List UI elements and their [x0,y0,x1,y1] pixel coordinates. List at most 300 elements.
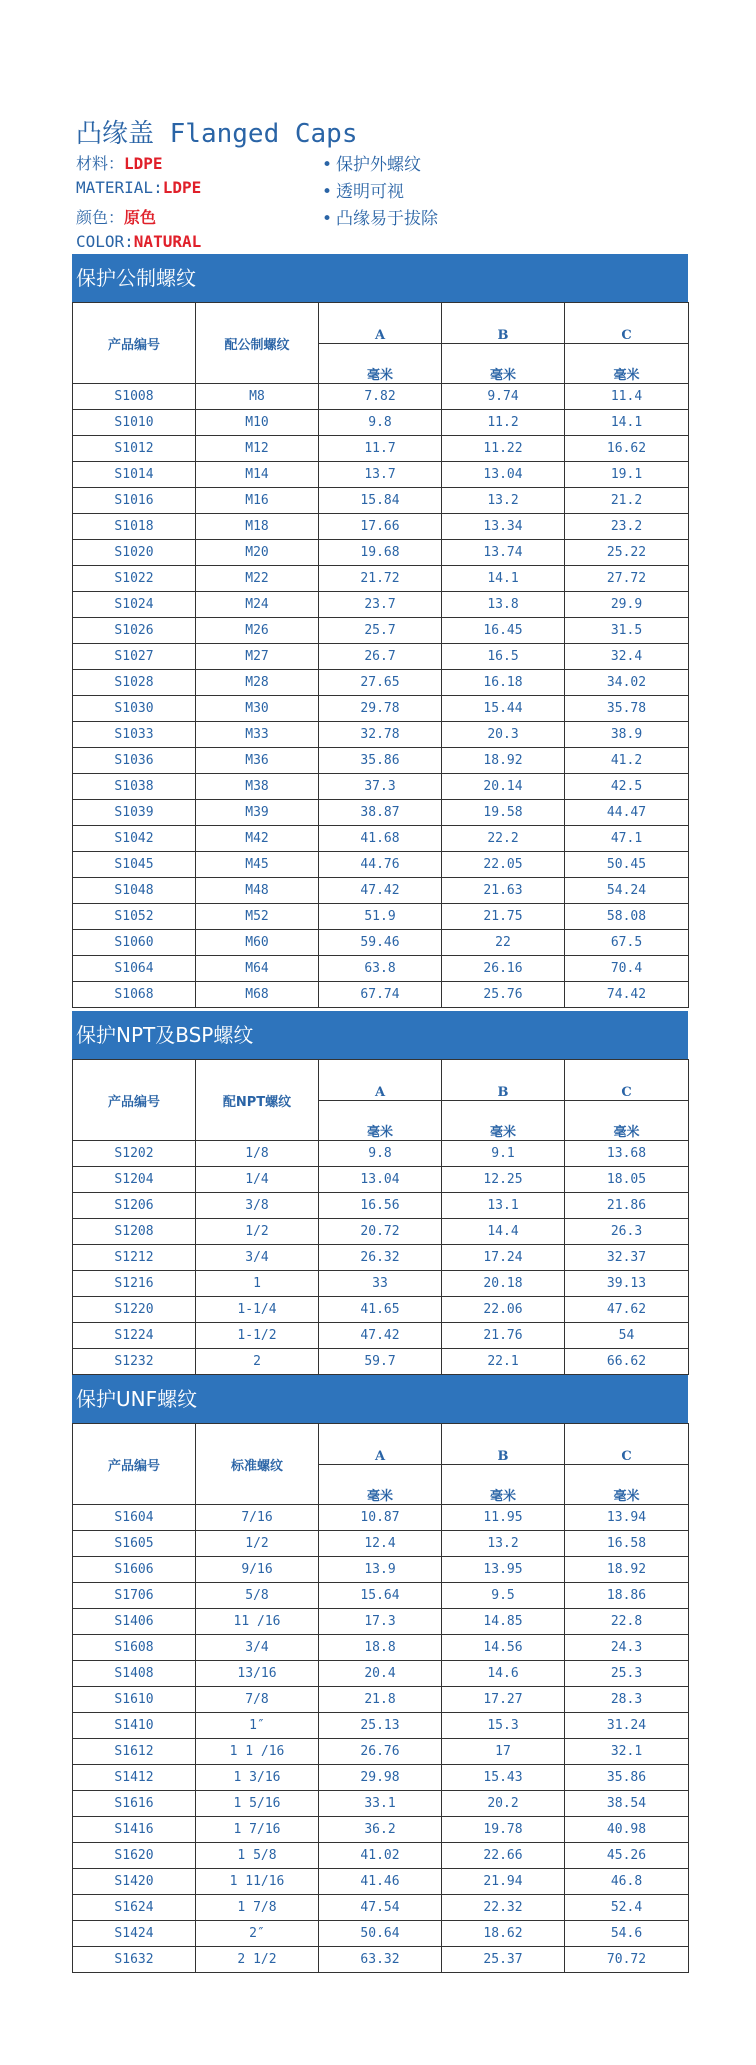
cell-code: S1616 [73,1791,196,1817]
cell-b: 13.1 [442,1193,565,1219]
feature-text: 凸缘易于拔除 [336,209,438,229]
feature-text: 保护外螺纹 [336,155,421,175]
cell-thread: M60 [196,930,319,956]
cell-b: 15.43 [442,1765,565,1791]
cell-code: S1027 [73,644,196,670]
cell-b: 15.3 [442,1713,565,1739]
cell-a: 59.7 [319,1349,442,1375]
table-row [73,1947,689,1973]
unit-label-b: 毫米 [442,344,565,384]
cell-code: S1033 [73,722,196,748]
cell-code: S1068 [73,982,196,1008]
cell-b: 19.58 [442,800,565,826]
feature-item [322,150,421,175]
cell-code: S1026 [73,618,196,644]
unit-label-b: 毫米 [442,1101,565,1141]
cell-b: 20.3 [442,722,565,748]
cell-c: 34.02 [565,670,689,696]
cell-b: 14.85 [442,1609,565,1635]
cell-a: 17.66 [319,514,442,540]
cell-b: 21.94 [442,1869,565,1895]
cell-a: 63.8 [319,956,442,982]
section-title-npt-bsp: 保护NPT及BSP螺纹 [72,1011,688,1059]
cell-b: 9.1 [442,1141,565,1167]
cell-thread: 1 7/8 [196,1895,319,1921]
cell-c: 35.86 [565,1765,689,1791]
cell-c: 24.3 [565,1635,689,1661]
cell-a: 26.32 [319,1245,442,1271]
cell-c: 54.6 [565,1921,689,1947]
cell-code: S1208 [73,1219,196,1245]
cell-code: S1224 [73,1323,196,1349]
cell-a: 20.72 [319,1219,442,1245]
table-row [73,956,689,982]
table-row [73,1869,689,1895]
cell-c: 47.62 [565,1297,689,1323]
cell-c: 40.98 [565,1817,689,1843]
col-header-c: C [565,1060,689,1101]
table-row [73,1687,689,1713]
cell-thread: M39 [196,800,319,826]
cell-a: 36.2 [319,1817,442,1843]
cell-code: S1028 [73,670,196,696]
table-row [73,774,689,800]
cell-b: 19.78 [442,1817,565,1843]
cell-a: 41.46 [319,1869,442,1895]
cell-c: 42.5 [565,774,689,800]
cell-b: 13.04 [442,462,565,488]
table-row [73,722,689,748]
cell-a: 13.7 [319,462,442,488]
table-row [73,1531,689,1557]
cell-c: 18.05 [565,1167,689,1193]
material-en-line [76,178,201,197]
cell-a: 47.42 [319,878,442,904]
cell-a: 21.72 [319,566,442,592]
cell-c: 46.8 [565,1869,689,1895]
cell-thread: M68 [196,982,319,1008]
table-row [73,826,689,852]
cell-a: 29.98 [319,1765,442,1791]
cell-c: 70.72 [565,1947,689,1973]
bullet-icon: • [322,182,333,202]
cell-a: 23.7 [319,592,442,618]
cell-code: S1406 [73,1609,196,1635]
cell-a: 20.4 [319,1661,442,1687]
cell-c: 16.62 [565,436,689,462]
cell-code: S1220 [73,1297,196,1323]
cell-c: 22.8 [565,1609,689,1635]
table-row [73,1349,689,1375]
material-en-value: LDPE [162,178,202,197]
cell-a: 13.04 [319,1167,442,1193]
feature-text: 透明可视 [336,182,404,202]
table-row [73,904,689,930]
cell-thread: 1/8 [196,1141,319,1167]
cell-code: S1424 [73,1921,196,1947]
cell-b: 13.95 [442,1557,565,1583]
col-header-thread: 标准螺纹 [196,1424,319,1505]
cell-c: 19.1 [565,462,689,488]
cell-code: S1610 [73,1687,196,1713]
cell-b: 9.74 [442,384,565,410]
cell-thread: M12 [196,436,319,462]
cell-a: 67.74 [319,982,442,1008]
cell-c: 11.4 [565,384,689,410]
cell-thread: 1 5/8 [196,1843,319,1869]
material-cn-line [76,151,163,174]
cell-c: 39.13 [565,1271,689,1297]
unit-label-a: 毫米 [319,1465,442,1505]
col-header-a: A [319,1424,442,1465]
cell-code: S1420 [73,1869,196,1895]
table-row [73,1297,689,1323]
page-title: 凸缘盖 Flanged Caps [76,119,358,149]
cell-thread: M20 [196,540,319,566]
cell-thread: 1-1/4 [196,1297,319,1323]
cell-a: 15.84 [319,488,442,514]
cell-code: S1624 [73,1895,196,1921]
cell-c: 38.54 [565,1791,689,1817]
table-row [73,540,689,566]
cell-thread: M14 [196,462,319,488]
cell-b: 9.5 [442,1583,565,1609]
cell-b: 16.5 [442,644,565,670]
cell-b: 20.2 [442,1791,565,1817]
cell-b: 14.1 [442,566,565,592]
cell-code: S1024 [73,592,196,618]
cell-a: 9.8 [319,1141,442,1167]
table-row [73,982,689,1008]
cell-b: 11.22 [442,436,565,462]
table-row [73,878,689,904]
cell-code: S1039 [73,800,196,826]
cell-code: S1036 [73,748,196,774]
cell-c: 52.4 [565,1895,689,1921]
cell-code: S1706 [73,1583,196,1609]
cell-b: 18.62 [442,1921,565,1947]
cell-code: S1012 [73,436,196,462]
cell-b: 22.2 [442,826,565,852]
col-header-a: A [319,303,442,344]
cell-thread: M24 [196,592,319,618]
cell-thread: M38 [196,774,319,800]
cell-thread: M30 [196,696,319,722]
cell-thread: M45 [196,852,319,878]
cell-code: S1216 [73,1271,196,1297]
cell-thread: M36 [196,748,319,774]
col-header-b: B [442,1424,565,1465]
cell-b: 13.2 [442,488,565,514]
cell-b: 12.25 [442,1167,565,1193]
cell-a: 38.87 [319,800,442,826]
cell-a: 37.3 [319,774,442,800]
cell-a: 25.7 [319,618,442,644]
cell-a: 7.82 [319,384,442,410]
cell-a: 41.65 [319,1297,442,1323]
cell-a: 11.7 [319,436,442,462]
table-row [73,1895,689,1921]
table-row [73,436,689,462]
table-row [73,1323,689,1349]
cell-c: 25.3 [565,1661,689,1687]
cell-b: 22.05 [442,852,565,878]
cell-a: 44.76 [319,852,442,878]
table-row [73,1765,689,1791]
cell-a: 29.78 [319,696,442,722]
table-row [73,488,689,514]
cell-c: 31.24 [565,1713,689,1739]
cell-a: 47.54 [319,1895,442,1921]
cell-code: S1010 [73,410,196,436]
cell-thread: 2″ [196,1921,319,1947]
cell-thread: M10 [196,410,319,436]
cell-a: 33 [319,1271,442,1297]
table-row [73,1635,689,1661]
cell-b: 25.76 [442,982,565,1008]
table-row [73,1219,689,1245]
cell-thread: M42 [196,826,319,852]
cell-code: S1052 [73,904,196,930]
cell-c: 44.47 [565,800,689,826]
table-row [73,1739,689,1765]
table-row [73,748,689,774]
col-header-thread: 配公制螺纹 [196,303,319,384]
material-en-label: MATERIAL: [76,178,163,197]
cell-code: S1060 [73,930,196,956]
cell-code: S1232 [73,1349,196,1375]
cell-b: 16.45 [442,618,565,644]
table-row [73,644,689,670]
table-row [73,462,689,488]
cell-thread: 9/16 [196,1557,319,1583]
cell-b: 22 [442,930,565,956]
cell-b: 13.8 [442,592,565,618]
cell-b: 22.66 [442,1843,565,1869]
cell-thread: 1 7/16 [196,1817,319,1843]
cell-code: S1064 [73,956,196,982]
cell-b: 26.16 [442,956,565,982]
cell-b: 21.76 [442,1323,565,1349]
cell-code: S1604 [73,1505,196,1531]
cell-thread: 1 11/16 [196,1869,319,1895]
npt-bsp-thread-table [72,1059,689,1375]
cell-b: 14.6 [442,1661,565,1687]
cell-thread: 1/2 [196,1531,319,1557]
cell-code: S1030 [73,696,196,722]
metric-thread-table [72,302,689,1008]
cell-c: 54 [565,1323,689,1349]
cell-thread: M52 [196,904,319,930]
table-row [73,1791,689,1817]
cell-c: 25.22 [565,540,689,566]
color-cn-value: 原色 [124,208,157,227]
section-title-metric: 保护公制螺纹 [72,254,688,302]
cell-c: 66.62 [565,1349,689,1375]
cell-c: 47.1 [565,826,689,852]
bullet-icon: • [322,155,333,175]
cell-c: 74.42 [565,982,689,1008]
unit-label-c: 毫米 [565,344,689,384]
cell-a: 35.86 [319,748,442,774]
cell-c: 31.5 [565,618,689,644]
cell-code: S1204 [73,1167,196,1193]
cell-c: 16.58 [565,1531,689,1557]
table-row [73,1557,689,1583]
cell-c: 13.68 [565,1141,689,1167]
cell-a: 10.87 [319,1505,442,1531]
cell-b: 14.4 [442,1219,565,1245]
table-row [73,800,689,826]
cell-c: 21.86 [565,1193,689,1219]
cell-code: S1212 [73,1245,196,1271]
cell-c: 29.9 [565,592,689,618]
table-row [73,670,689,696]
unit-label-c: 毫米 [565,1465,689,1505]
cell-c: 32.37 [565,1245,689,1271]
cell-a: 19.68 [319,540,442,566]
cell-a: 32.78 [319,722,442,748]
table-row [73,1713,689,1739]
cell-b: 21.75 [442,904,565,930]
cell-c: 70.4 [565,956,689,982]
cell-thread: M18 [196,514,319,540]
cell-thread: 1/2 [196,1219,319,1245]
material-cn-value: LDPE [124,154,163,173]
cell-a: 12.4 [319,1531,442,1557]
cell-code: S1202 [73,1141,196,1167]
cell-thread: 11 /16 [196,1609,319,1635]
cell-thread: 2 [196,1349,319,1375]
cell-thread: 13/16 [196,1661,319,1687]
cell-a: 16.56 [319,1193,442,1219]
cell-b: 13.2 [442,1531,565,1557]
cell-code: S1008 [73,384,196,410]
color-cn-label: 颜色： [76,208,125,227]
cell-b: 11.2 [442,410,565,436]
bullet-icon: • [322,209,333,229]
cell-b: 17 [442,1739,565,1765]
cell-a: 51.9 [319,904,442,930]
color-en-line [76,232,201,251]
cell-thread: 3/4 [196,1245,319,1271]
cell-b: 17.27 [442,1687,565,1713]
cell-a: 63.32 [319,1947,442,1973]
cell-thread: M64 [196,956,319,982]
cell-a: 59.46 [319,930,442,956]
color-en-value: NATURAL [133,232,202,251]
col-header-a: A [319,1060,442,1101]
cell-code: S1608 [73,1635,196,1661]
cell-c: 38.9 [565,722,689,748]
cell-a: 26.76 [319,1739,442,1765]
cell-thread: M8 [196,384,319,410]
cell-thread: 7/16 [196,1505,319,1531]
table-row [73,566,689,592]
cell-thread: 2 1/2 [196,1947,319,1973]
color-en-label: COLOR: [76,232,134,251]
unit-label-a: 毫米 [319,344,442,384]
cell-thread: 3/8 [196,1193,319,1219]
feature-item [322,177,404,202]
cell-thread: M27 [196,644,319,670]
cell-code: S1020 [73,540,196,566]
table-row [73,1271,689,1297]
cell-code: S1206 [73,1193,196,1219]
cell-a: 18.8 [319,1635,442,1661]
cell-b: 22.06 [442,1297,565,1323]
cell-code: S1412 [73,1765,196,1791]
cell-code: S1416 [73,1817,196,1843]
cell-thread: 1 3/16 [196,1765,319,1791]
unit-label-b: 毫米 [442,1465,565,1505]
cell-b: 21.63 [442,878,565,904]
table-row [73,1843,689,1869]
col-header-b: B [442,303,565,344]
cell-code: S1016 [73,488,196,514]
cell-b: 20.14 [442,774,565,800]
col-header-code: 产品编号 [73,303,196,384]
cell-code: S1606 [73,1557,196,1583]
cell-c: 18.86 [565,1583,689,1609]
table-row [73,1817,689,1843]
cell-b: 18.92 [442,748,565,774]
table-row [73,410,689,436]
unit-label-a: 毫米 [319,1101,442,1141]
cell-c: 14.1 [565,410,689,436]
cell-c: 18.92 [565,1557,689,1583]
col-header-b: B [442,1060,565,1101]
cell-a: 41.68 [319,826,442,852]
cell-a: 9.8 [319,410,442,436]
cell-code: S1042 [73,826,196,852]
cell-code: S1632 [73,1947,196,1973]
cell-thread: M48 [196,878,319,904]
table-row [73,1141,689,1167]
cell-code: S1038 [73,774,196,800]
table-row [73,930,689,956]
table-row [73,1505,689,1531]
table-row [73,1193,689,1219]
cell-thread: 1 5/16 [196,1791,319,1817]
cell-thread: 7/8 [196,1687,319,1713]
cell-thread: 1 1 /16 [196,1739,319,1765]
cell-b: 13.34 [442,514,565,540]
cell-b: 17.24 [442,1245,565,1271]
cell-c: 32.1 [565,1739,689,1765]
table-row [73,696,689,722]
cell-c: 45.26 [565,1843,689,1869]
cell-c: 54.24 [565,878,689,904]
col-header-c: C [565,303,689,344]
table-row [73,592,689,618]
cell-code: S1612 [73,1739,196,1765]
cell-code: S1018 [73,514,196,540]
col-header-c: C [565,1424,689,1465]
cell-b: 15.44 [442,696,565,722]
table-row [73,1167,689,1193]
cell-thread: M33 [196,722,319,748]
cell-a: 33.1 [319,1791,442,1817]
cell-code: S1620 [73,1843,196,1869]
cell-c: 67.5 [565,930,689,956]
cell-b: 22.32 [442,1895,565,1921]
table-row [73,384,689,410]
cell-b: 25.37 [442,1947,565,1973]
cell-c: 41.2 [565,748,689,774]
color-cn-line [76,205,156,228]
cell-thread: 1-1/2 [196,1323,319,1349]
